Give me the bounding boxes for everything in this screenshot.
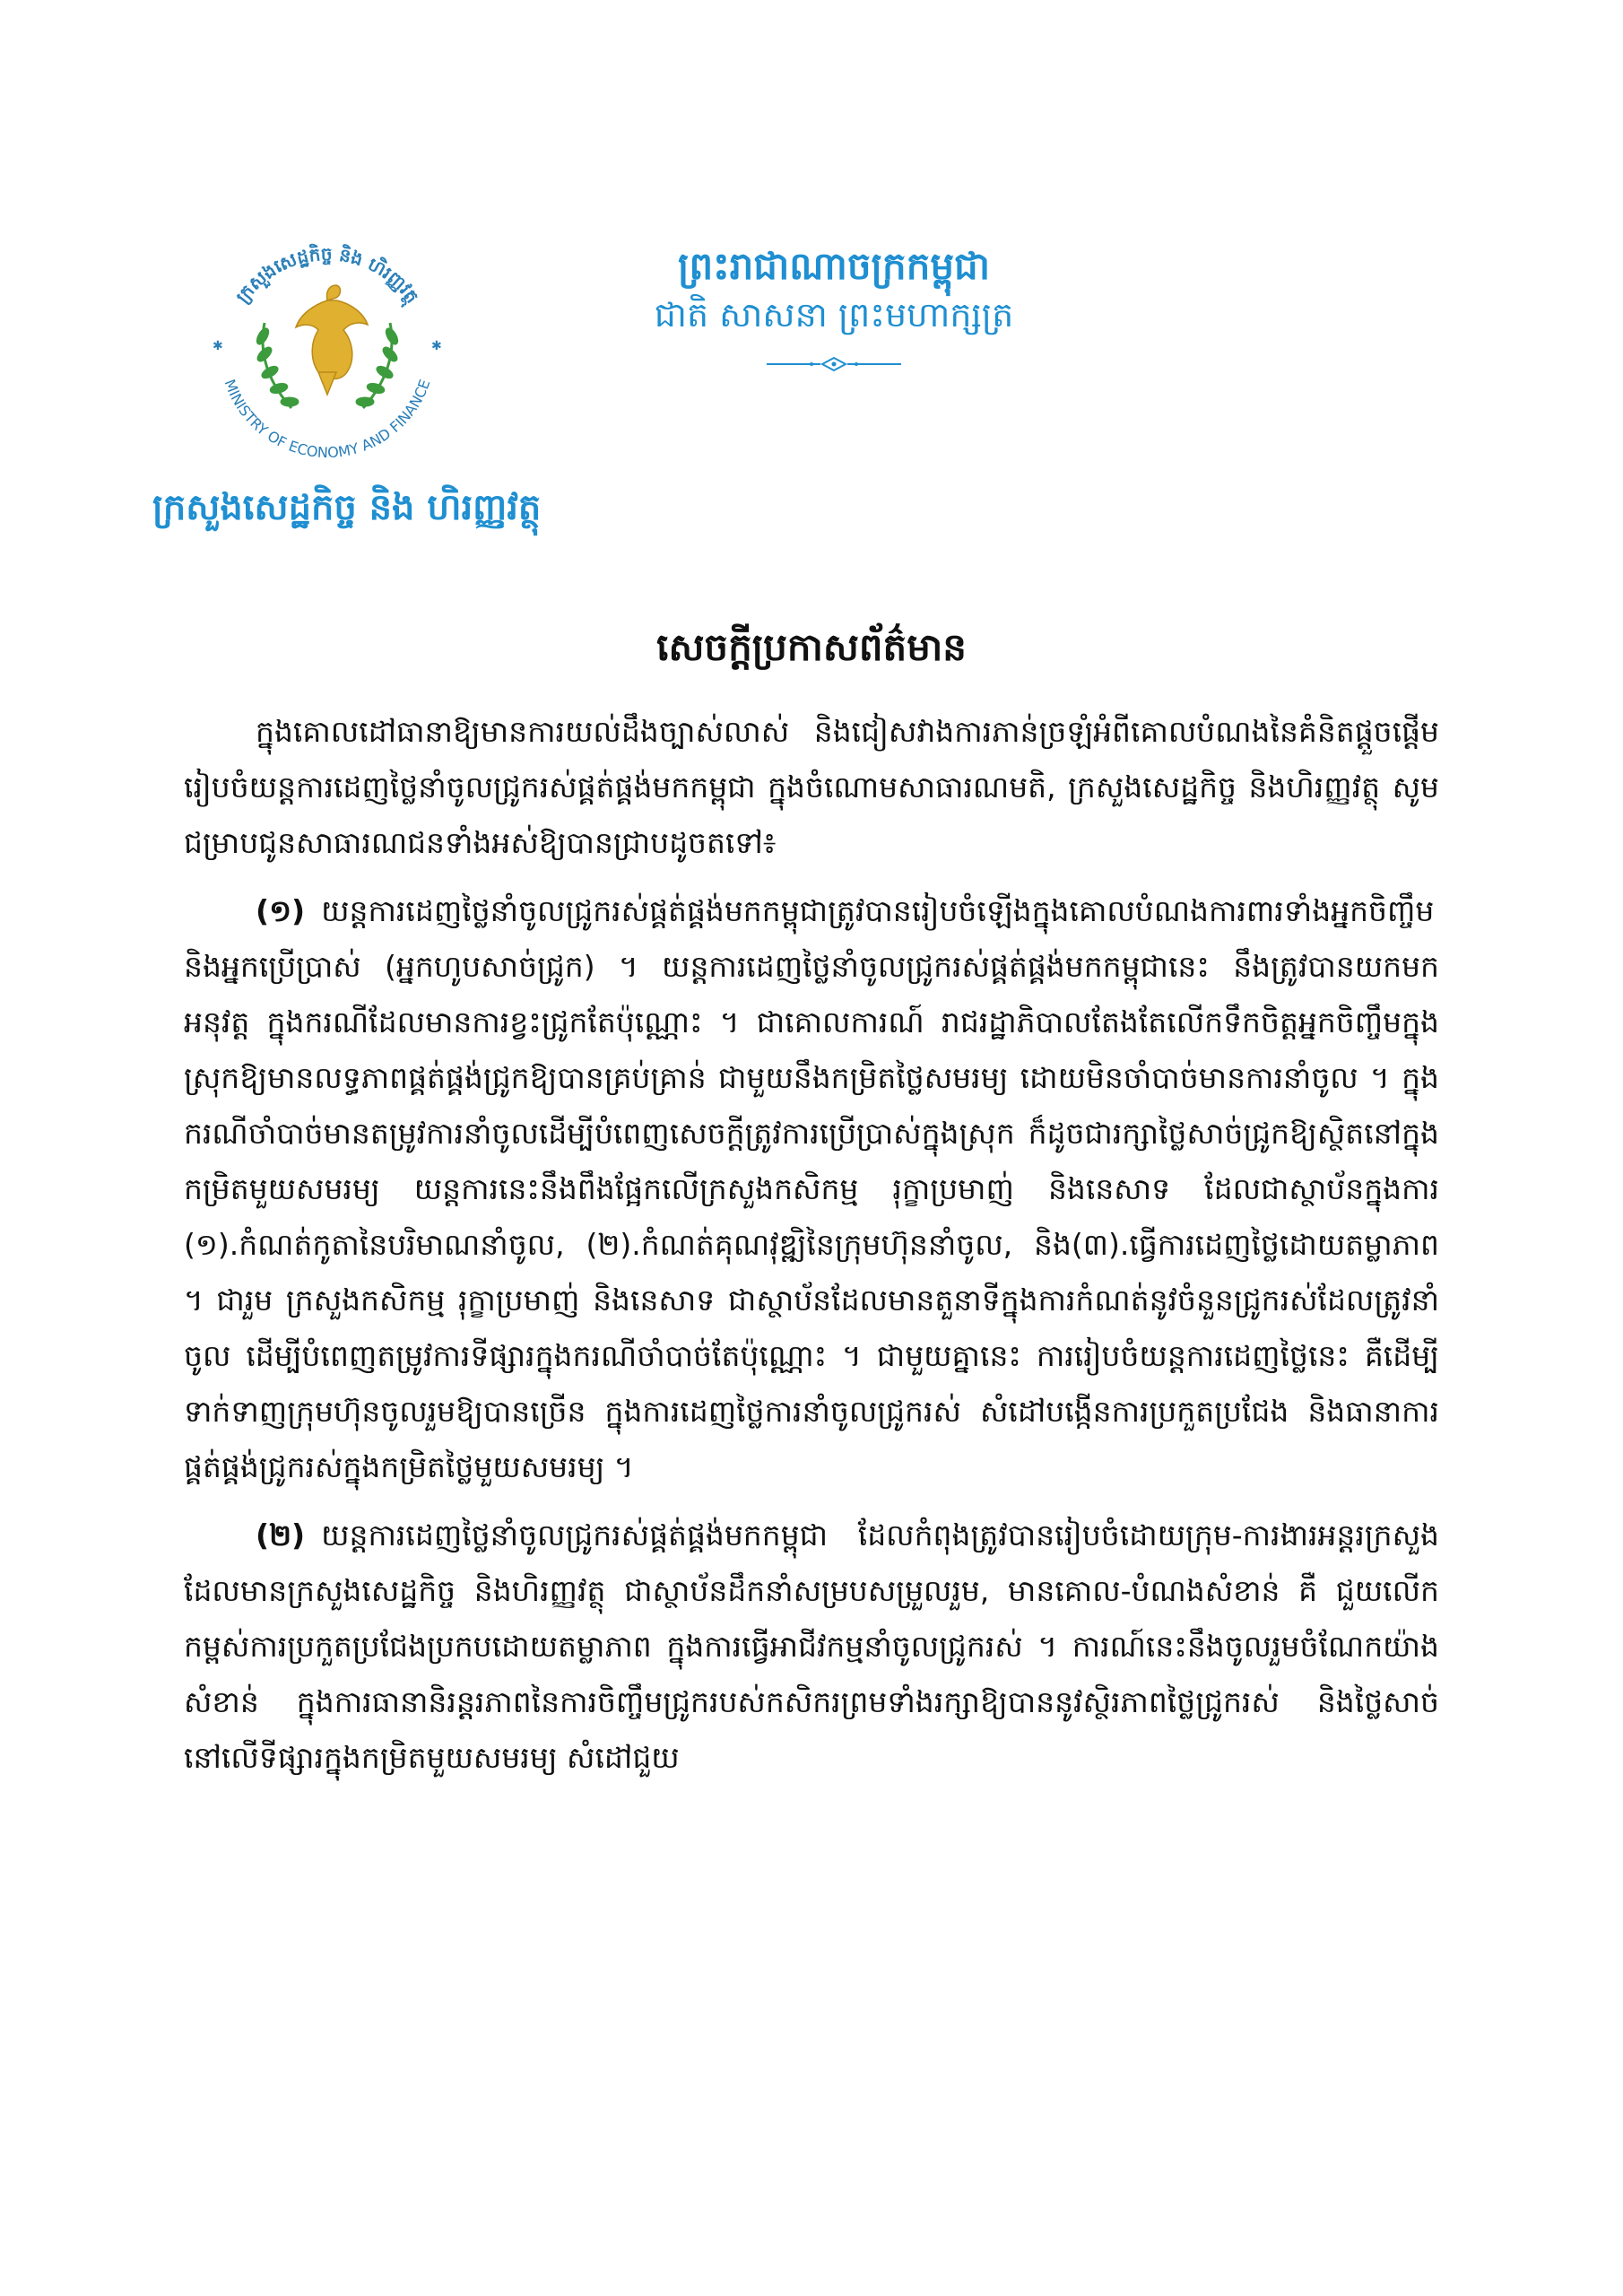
kingdom-header bbox=[556, 242, 1112, 377]
logo-ring-text-en: MINISTRY OF ECONOMY AND FINANCE bbox=[221, 377, 434, 462]
intro-paragraph: ក្នុងគោលដៅធានាឱ្យមានការយល់ដឹងច្បាស់លាស់ និងជៀសវាងការភាន់ច្រឡំអំពីគោលបំណងនៃគំនិតផ្តួចផ្តើមរៀបចំយន្តការដេញថ្លៃនាំចូលជ្រូករស់ផ្គត់ផ្គង់មកកម្ពុជា ក្នុងចំណោមសាធារណមតិ, ក្រសួងសេដ្ឋកិច្ច និងហិរញ្ញវត្ថុ សូមជម្រាបជូនសាធារណជនទាំងអស់ឱ្យបានជ្រាបដូចតទៅ៖ bbox=[184, 714, 1439, 860]
ornament-divider-icon bbox=[767, 355, 901, 373]
svg-text:✱: ✱ bbox=[431, 339, 442, 353]
paragraph-number: (១) bbox=[256, 893, 306, 928]
logo-ring-text-kh: ក្រសួងសេដ្ឋកិច្ច និង ហិរញ្ញវត្ថុ bbox=[231, 242, 424, 308]
golden-bird-icon bbox=[296, 285, 368, 395]
kingdom-title: ព្រះរាជាណាចក្រកម្ពុជា bbox=[677, 244, 991, 288]
numbered-paragraph-1 bbox=[184, 883, 1439, 1495]
paragraph-text: យន្តការដេញថ្លៃនាំចូលជ្រូករស់ផ្គត់ផ្គង់មកកម្ពុជា ដែលកំពុងត្រូវបានរៀបចំដោយក្រុម-ការងារអន្តរក្រសួង ដែលមានក្រសួងសេដ្ឋកិច្ច និងហិរញ្ញវត្ថុ ជាស្ថាប័នដឹកនាំសម្របសម្រួលរួម, មានគោល-បំណងសំខាន់ គឺ ជួយលើកកម្ពស់ការប្រកួតប្រជែងប្រកបដោយតម្លាភាព ក្នុងការធ្វើអាជីវកម្មនាំចូលជ្រូករស់ ។ ការណ៍នេះនឹងចូលរួមចំណែកយ៉ាងសំខាន់ ក្នុងការធានានិរន្តរភាពនៃការចិញ្ចឹមជ្រូករបស់កសិករព្រមទាំងរក្សាឱ្យបាននូវស្ថិរភាពថ្លៃជ្រូករស់ និងថ្លៃសាច់នៅលើទីផ្សារក្នុងកម្រិតមួយសមរម្យ សំដៅជួយ bbox=[184, 1518, 1439, 1775]
ministry-name: ក្រសួងសេដ្ឋកិច្ច និង ហិរញ្ញវត្ថុ bbox=[152, 487, 542, 528]
numbered-paragraph-2 bbox=[184, 1508, 1439, 1786]
kingdom-motto: ជាតិ សាសនា ព្រះមហាក្សត្រ bbox=[654, 294, 1014, 335]
document-body bbox=[184, 704, 1439, 1798]
paragraph-text: យន្តការដេញថ្លៃនាំចូលជ្រូករស់ផ្គត់ផ្គង់មកកម្ពុជាត្រូវបានរៀបចំឡើងក្នុងគោលបំណងការពារទាំងអ្នកចិញ្ចឹម និងអ្នកប្រើប្រាស់ (អ្នកហូបសាច់ជ្រូក) ។ យន្តការដេញថ្លៃនាំចូលជ្រូករស់ផ្គត់ផ្គង់មកកម្ពុជានេះ នឹងត្រូវបានយកមកអនុវត្ត ក្នុងករណីដែលមានការខ្វះជ្រូកតែប៉ុណ្ណោះ ។ ជាគោលការណ៍ រាជរដ្ឋាភិបាលតែងតែលើកទឹកចិត្តអ្នកចិញ្ចឹមក្នុងស្រុកឱ្យមានលទ្ធភាពផ្គត់ផ្គង់ជ្រូកឱ្យបានគ្រប់គ្រាន់ ជាមួយនឹងកម្រិតថ្លៃសមរម្យ ដោយមិនចាំបាច់មានការនាំចូល ។ ក្នុងករណីចាំបាច់មានតម្រូវការនាំចូលដើម្បីបំពេញសេចក្តីត្រូវការប្រើប្រាស់ក្នុងស្រុក ក៏ដូចជារក្សាថ្លៃសាច់ជ្រូកឱ្យស្ថិតនៅក្នុងកម្រិតមួយសមរម្យ យន្តការនេះនឹងពឹងផ្អែកលើក្រសួងកសិកម្ម រុក្ខាប្រមាញ់ និងនេសាទ ដែលជាស្ថាប័នក្នុងការ (១).កំណត់កូតានៃបរិមាណនាំចូល, (២).កំណត់គុណវុឌ្ឍិនៃក្រុមហ៊ុននាំចូល, និង(៣).ធ្វើការដេញថ្លៃដោយតម្លាភាព ។ ជារួម ក្រសួងកសិកម្ម រុក្ខាប្រមាញ់ និងនេសាទ ជាស្ថាប័នដែលមានតួនាទីក្នុងការកំណត់នូវចំនួនជ្រូករស់ដែលត្រូវនាំចូល ដើម្បីបំពេញតម្រូវការទីផ្សារក្នុងករណីចាំបាច់តែប៉ុណ្ណោះ ។ ជាមួយគ្នានេះ ការរៀបចំយន្តការដេញថ្លៃនេះ គឺដើម្បីទាក់ទាញក្រុមហ៊ុនចូលរួមឱ្យបានច្រើន ក្នុងការដេញថ្លៃការនាំចូលជ្រូករស់ សំដៅបង្កើនការប្រកួតប្រជែង និងធានាការផ្គត់ផ្គង់ជ្រូករស់ក្នុងកម្រិតថ្លៃមួយសមរម្យ ។ bbox=[184, 893, 1439, 1484]
svg-text:✱: ✱ bbox=[213, 339, 223, 353]
document-title: សេចក្តីប្រកាសព័ត៌មាន bbox=[656, 625, 967, 669]
ministry-emblem-icon bbox=[193, 215, 462, 484]
paragraph-number: (២) bbox=[256, 1518, 306, 1552]
